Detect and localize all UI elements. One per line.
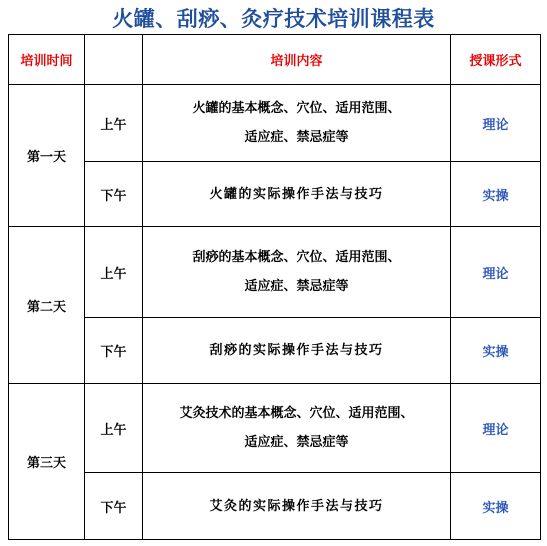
period-label: 上午 — [85, 85, 143, 162]
course-schedule-table — [8, 34, 541, 540]
table-row — [9, 473, 541, 540]
content-cell — [143, 85, 451, 162]
form-label: 理论 — [451, 384, 541, 473]
period-label: 下午 — [85, 162, 143, 227]
content-line: 刮痧的实际操作手法与技巧 — [209, 343, 384, 358]
content-line: 艾灸的实际操作手法与技巧 — [209, 498, 384, 514]
day-label: 第一天 — [9, 85, 85, 227]
table-row — [9, 227, 541, 318]
content-cell — [143, 318, 451, 384]
page-title: 火罐、刮痧、灸疗技术培训课程表 — [112, 7, 435, 31]
header-time: 培训时间 — [9, 35, 85, 85]
form-label: 实操 — [451, 318, 541, 384]
table-row — [9, 384, 541, 473]
header-content: 培训内容 — [143, 35, 451, 85]
period-label: 下午 — [85, 318, 143, 384]
content-line: 火罐的实际操作手法与技巧 — [209, 186, 384, 202]
day-label: 第三天 — [9, 384, 85, 540]
content-line: 适应症、禁忌症等 — [244, 435, 349, 450]
content-line: 刮痧的基本概念、穴位、适用范围、 — [192, 250, 401, 265]
period-label: 下午 — [85, 473, 143, 540]
content-cell — [143, 227, 451, 318]
form-label: 实操 — [451, 162, 541, 227]
table-row — [9, 318, 541, 384]
table-row — [9, 85, 541, 162]
content-line: 艾灸技术的基本概念、穴位、适用范围、 — [179, 406, 414, 421]
content-line: 适应症、禁忌症等 — [244, 279, 349, 294]
content-line: 火罐的基本概念、穴位、适用范围、 — [192, 101, 401, 116]
header-form: 授课形式 — [451, 35, 541, 85]
content-cell — [143, 162, 451, 227]
table-row — [9, 162, 541, 227]
form-label: 理论 — [451, 85, 541, 162]
content-cell — [143, 384, 451, 473]
header-row — [9, 35, 541, 85]
day-label: 第二天 — [9, 227, 85, 384]
header-period — [85, 35, 143, 85]
period-label: 上午 — [85, 384, 143, 473]
content-line: 适应症、禁忌症等 — [244, 130, 349, 145]
content-cell — [143, 473, 451, 540]
period-label: 上午 — [85, 227, 143, 318]
form-label: 理论 — [451, 227, 541, 318]
form-label: 实操 — [451, 473, 541, 540]
